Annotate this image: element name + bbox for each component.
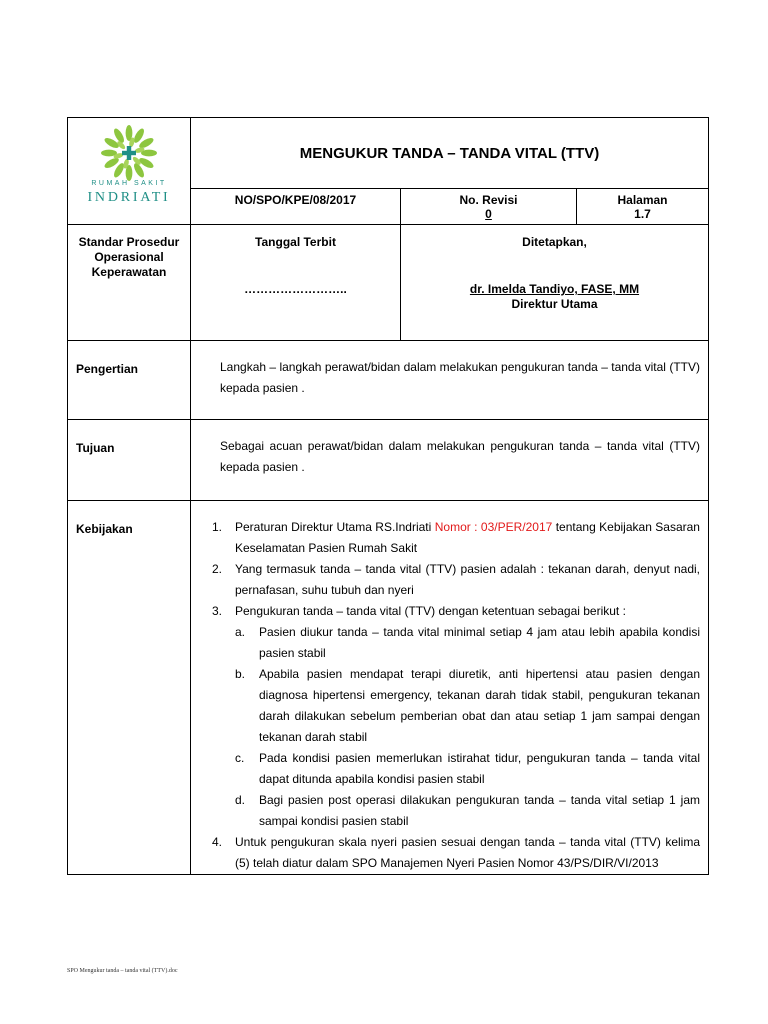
policy-item-3d-text: Bagi pasien post operasi dilakukan pengukuran tanda – tanda vital setiap 1 jam sampai kondisi pasien stabil xyxy=(259,793,700,828)
policy-item-3c: c. Pada kondisi pasien memerlukan istirahat tidur, pengukuran tanda – tanda vital dapat ditunda apabila kondisi pasien stabil xyxy=(235,751,700,786)
policy-item-1-before: Peraturan Direktur Utama RS.Indriati xyxy=(235,520,432,534)
policy-item-3a-text: Pasien diukur tanda – tanda vital minimal setiap 4 jam atau lebih apabila kondisi pasien stabil xyxy=(259,625,700,660)
issue-date-label: Tanggal Terbit xyxy=(255,235,336,249)
policy-sublist xyxy=(235,622,700,832)
tujuan-text: Sebagai acuan perawat/bidan dalam melakukan pengukuran tanda – tanda vital (TTV) kepada pasien . xyxy=(191,420,709,501)
logo-cell xyxy=(68,118,191,225)
approval-label: Ditetapkan, xyxy=(522,235,587,249)
policy-item-3b-text: Apabila pasien mendapat terapi diuretik, anti hipertensi atau pasien dengan diagnosa hipertensi emergency, tekanan darah tidak stabil, pengukuran tekanan darah dilakukan sebelum pemberian obat dan atau setiap 1 jam sampai dengan tekanan darah stabil xyxy=(259,667,700,744)
leaf-wreath-icon xyxy=(101,125,157,181)
pengertian-label: Pengertian xyxy=(68,341,191,420)
standard-line-3: Keperawatan xyxy=(91,265,167,279)
logo-name: INDRIATI xyxy=(87,190,171,205)
signer-name: dr. Imelda Tandiyo, FASE, MM xyxy=(469,282,640,296)
policy-item-3: 3. Pengukuran tanda – tanda vital (TTV) dengan ketentuan sebagai berikut : a. Pasien diukur tanda – tanda vital minimal setiap 4 jam atau lebih apabila kondisi pasien stabil b. Apabila pasien mendapat terapi diuretik, anti hipertensi atau pasien dengan diagnosa hipertensi emergency, tekanan darah tidak stabil, pengukuran tekanan darah dilakukan sebelum pemberian obat dan atau setiap 1 jam sampai dengan tekanan darah stabil c. Pada kondisi pasien memerlukan istirahat tidur, pengukuran tanda – tanda vital dapat ditunda apabila kondisi pasien stabil d. Bagi pasien post operasi dilakukan pengukuran tanda – tanda vital setiap 1 jam sampai kondisi pasien stabil xyxy=(212,601,700,832)
policy-item-4-text: Untuk pengukuran skala nyeri pasien sesuai dengan tanda – tanda vital (TTV) kelima (5) telah diatur dalam SPO Manajemen Nyeri Pasien Nomor 43/PS/DIR/VI/2013 xyxy=(235,835,700,870)
tujuan-label: Tujuan xyxy=(68,420,191,501)
policy-item-3c-text: Pada kondisi pasien memerlukan istirahat tidur, pengukuran tanda – tanda vital dapat ditunda apabila kondisi pasien stabil xyxy=(259,751,700,786)
revision-value: 0 xyxy=(485,207,492,221)
document-number-cell xyxy=(191,189,401,225)
revision-label: No. Revisi xyxy=(459,193,518,207)
kebijakan-content xyxy=(191,501,709,875)
footer-filename: SPO Mengukur tanda – tanda vital (TTV).doc xyxy=(67,968,178,974)
standard-line-2: Operasional xyxy=(94,250,164,264)
page-value: 1.7 xyxy=(634,207,651,221)
hospital-logo xyxy=(68,118,191,219)
document-number: NO/SPO/KPE/08/2017 xyxy=(234,193,357,207)
pengertian-text: Langkah – langkah perawat/bidan dalam melakukan pengukuran tanda – tanda vital (TTV) kepada pasien . xyxy=(191,341,709,420)
spo-document xyxy=(67,117,708,875)
policy-item-4: 4. Untuk pengukuran skala nyeri pasien sesuai dengan tanda – tanda vital (TTV) kelima (5) telah diatur dalam SPO Manajemen Nyeri Pasien Nomor 43/PS/DIR/VI/2013 xyxy=(212,835,700,870)
policy-list xyxy=(212,517,700,874)
standard-cell xyxy=(68,225,191,341)
spo-table xyxy=(67,117,709,875)
signer-title: Direktur Utama xyxy=(511,297,598,311)
page-cell xyxy=(577,189,709,225)
policy-item-3b: b. Apabila pasien mendapat terapi diuretik, anti hipertensi atau pasien dengan diagnosa hipertensi emergency, tekanan darah tidak stabil, pengukuran tekanan darah dilakukan sebelum pemberian obat dan atau setiap 1 jam sampai dengan tekanan darah stabil xyxy=(235,667,700,744)
issue-date-cell xyxy=(191,225,401,341)
revision-cell xyxy=(401,189,577,225)
policy-item-3d: d. Bagi pasien post operasi dilakukan pengukuran tanda – tanda vital setiap 1 jam sampai kondisi pasien stabil xyxy=(235,793,700,828)
regulation-number: Nomor : 03/PER/2017 xyxy=(434,520,553,534)
standard-line-1: Standar Prosedur xyxy=(78,235,180,249)
issue-date-value: …………………….. xyxy=(244,282,347,296)
policy-item-3a: a. Pasien diukur tanda – tanda vital minimal setiap 4 jam atau lebih apabila kondisi pasien stabil xyxy=(235,625,700,660)
policy-item-3-text: Pengukuran tanda – tanda vital (TTV) dengan ketentuan sebagai berikut : xyxy=(235,604,626,618)
logo-subtitle: RUMAH SAKIT xyxy=(91,180,167,187)
document-title: MENGUKUR TANDA – TANDA VITAL (TTV) xyxy=(191,118,709,189)
kebijakan-label: Kebijakan xyxy=(68,501,191,875)
policy-item-2: 2. Yang termasuk tanda – tanda vital (TTV) pasien adalah : tekanan darah, denyut nadi, pernafasan, suhu tubuh dan nyeri xyxy=(212,562,700,597)
policy-item-1: 1. Peraturan Direktur Utama RS.Indriati Nomor : 03/PER/2017 tentang Kebijakan Sasaran Keselamatan Pasien Rumah Sakit xyxy=(212,520,700,555)
page-label: Halaman xyxy=(617,193,668,207)
policy-item-1-after: tentang Kebijakan Sasaran Keselamatan Pasien Rumah Sakit xyxy=(235,520,700,555)
policy-item-2-text: Yang termasuk tanda – tanda vital (TTV) pasien adalah : tekanan darah, denyut nadi, pernafasan, suhu tubuh dan nyeri xyxy=(235,562,700,597)
approval-cell xyxy=(401,225,709,341)
